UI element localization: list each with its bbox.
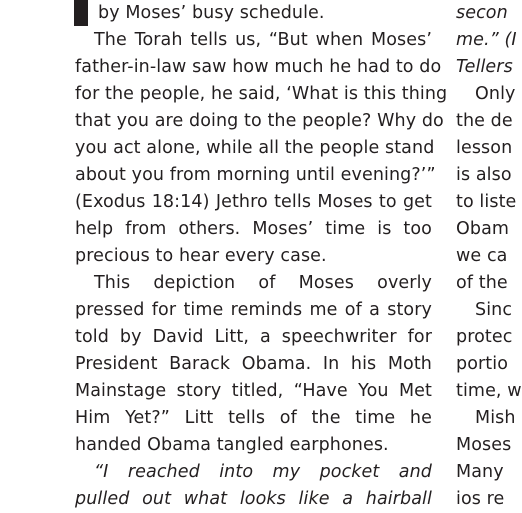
right-column-line: me.” (I [456, 30, 517, 50]
right-column-line: of the [456, 273, 508, 293]
left-column-line: told by David Litt, a speechwriter for [75, 327, 432, 347]
right-column-line: Obam [456, 219, 510, 239]
right-column-line: ios re [456, 489, 505, 509]
left-column-line: Mainstage story titled, “Have You Met [75, 381, 432, 401]
left-column-line: Him Yet?” Litt tells of the time he [75, 408, 432, 428]
right-column-line: protec [456, 327, 513, 347]
right-column-line: lesson [456, 138, 513, 158]
right-column-line: Moses [456, 435, 512, 455]
right-column-line: the de [456, 111, 513, 131]
left-column-line: you act alone, while all the people stand [75, 138, 435, 158]
left-column-line: precious to hear every case. [75, 246, 327, 266]
left-column-line: The Torah tells us, “But when Moses’ [94, 30, 432, 50]
right-column-line: Many [456, 462, 504, 482]
right-column-line: we ca [456, 246, 508, 266]
right-column-line: Tellers [456, 57, 513, 77]
right-column-line: secon [456, 3, 508, 23]
left-column-line: pressed for time reminds me of a story [75, 300, 432, 320]
right-column-line: Only [475, 84, 516, 104]
left-column-line: handed Obama tangled earphones. [75, 435, 389, 455]
right-column-line: portio [456, 354, 509, 374]
left-column-line: pulled out what looks like a hairball [75, 489, 432, 509]
left-column [75, 0, 448, 513]
left-column-line: (Exodus 18:14) Jethro tells Moses to get [75, 192, 432, 212]
right-column-line: is also [456, 165, 512, 185]
left-column-line: father-in-law saw how much he had to do [75, 57, 442, 77]
left-column-line: about you from morning until evening?’” [75, 165, 436, 185]
left-column-line: This depiction of Moses overly [94, 273, 432, 293]
left-column-line: “I reached into my pocket and [94, 462, 432, 482]
left-column-line: that you are doing to the people? Why do [75, 111, 444, 131]
right-column-line: Mish [475, 408, 516, 428]
left-column-line: help from others. Moses’ time is too [75, 219, 432, 239]
right-column-line: Sinc [475, 300, 513, 320]
right-column-line: to liste [456, 192, 517, 212]
left-column-line: by Moses’ busy schedule. [98, 3, 325, 23]
left-column-line: for the people, he said, ‘What is this thing [75, 84, 448, 104]
right-column-line: time, w [456, 381, 522, 401]
right-column [456, 0, 522, 513]
left-column-line: President Barack Obama. In his Moth [75, 354, 432, 374]
